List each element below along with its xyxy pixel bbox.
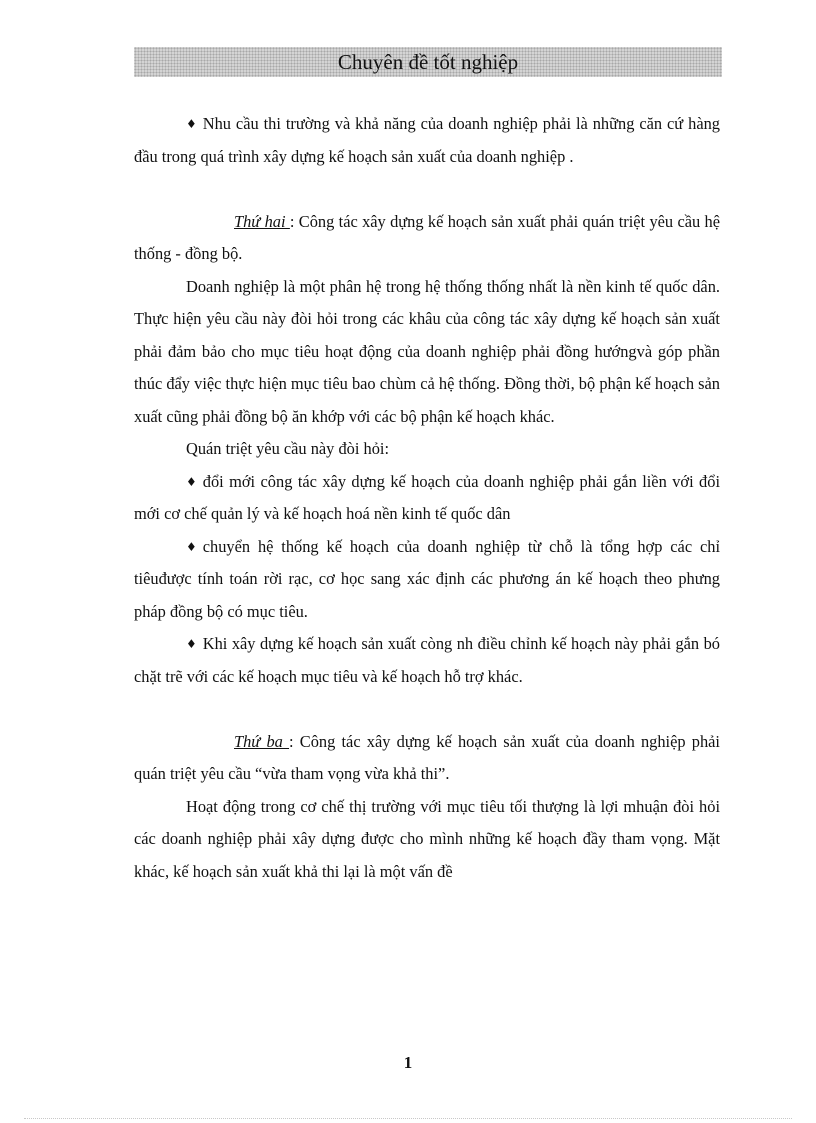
paragraph-bullet-3 bbox=[134, 531, 720, 629]
spacer bbox=[134, 693, 720, 726]
page-number: 1 bbox=[403, 1053, 413, 1072]
page-bottom-divider bbox=[24, 1118, 792, 1119]
paragraph-body-3 bbox=[134, 791, 720, 889]
paragraph-text: Quán triệt yêu cầu này đòi hỏi: bbox=[186, 439, 390, 458]
paragraph-thu-ba bbox=[134, 726, 720, 791]
section-label-thu-hai: Thứ hai bbox=[234, 211, 290, 231]
diamond-bullet-icon: ♦ bbox=[186, 117, 197, 131]
paragraph-body-2 bbox=[134, 433, 720, 466]
paragraph-text: Nhu cầu thi trường và khả năng của doanh nghiệp phải là những căn cứ hàng đầu trong quá trình xây dựng kế hoạch sản xuất của doanh nghiệp . bbox=[134, 114, 720, 166]
paragraph-body-1 bbox=[134, 271, 720, 434]
section-label-thu-ba: Thứ ba bbox=[234, 731, 290, 751]
diamond-bullet-icon: ♦ bbox=[186, 637, 197, 651]
page-header bbox=[134, 47, 722, 77]
paragraph-text: chuyển hệ thống kế hoạch của doanh nghiệp từ chỗ là tổng hợp các chỉ tiêuđược tính toán rời rạc, cơ học sang xác định các phương án kế hoạch theo phưng pháp đồng bộ có mục tiêu. bbox=[134, 536, 720, 621]
paragraph-text: Khi xây dựng kế hoạch sản xuất còng nh điều chỉnh kế hoạch này phải gắn bó chặt trẽ với các kế hoạch mục tiêu và kế hoạch hỗ trợ khác. bbox=[134, 634, 720, 686]
document-body bbox=[134, 108, 720, 888]
paragraph-text: Doanh nghiệp là một phân hệ trong hệ thống thống nhất là nền kinh tế quốc dân. Thực hiện yêu cầu này đòi hỏi trong các khâu của công tác xây dựng kế hoạch sản xuất phải đảm bảo cho mục tiêu hoạt động của doanh nghiệp phải đồng hướngvà góp phần thúc đẩy việc thực hiện mục tiêu bao chùm cả hệ thống. Đồng thời, bộ phận kế hoạch sản xuất cũng phải đồng bộ ăn khớp với các bộ phận kế hoạch khác. bbox=[134, 276, 720, 426]
paragraph-bullet-1 bbox=[134, 108, 720, 173]
diamond-bullet-icon: ♦ bbox=[186, 474, 197, 489]
paragraph-bullet-2 bbox=[134, 466, 720, 531]
paragraph-bullet-4 bbox=[134, 628, 720, 693]
spacer bbox=[134, 173, 720, 206]
paragraph-thu-hai bbox=[134, 206, 720, 271]
paragraph-text: Hoạt động trong cơ chế thị trường với mục tiêu tối thượng là lợi mhuận đòi hỏi các doanh nghiệp phải xây dựng được cho mình những kế hoạch đầy tham vọng. Mặt khác, kế hoạch sản xuất khả thi lại là một vấn đề bbox=[134, 796, 720, 881]
diamond-bullet-icon: ♦ bbox=[186, 539, 197, 554]
header-title: Chuyên đề tốt nghiệp bbox=[337, 50, 519, 74]
paragraph-text: đổi mới công tác xây dựng kế hoạch của doanh nghiệp phải gắn liền với đổi mới cơ chế quản lý và kế hoạch hoá nền kinh tế quốc dân bbox=[134, 471, 720, 523]
paragraph-text: : Công tác xây dựng kế hoạch sản xuất của doanh nghiệp phải quán triệt yêu cầu “vừa tham vọng vừa khả thi”. bbox=[134, 731, 720, 783]
paragraph-text: : Công tác xây dựng kế hoạch sản xuất phải quán triệt yêu cầu hệ thống - đồng bộ. bbox=[134, 211, 721, 263]
